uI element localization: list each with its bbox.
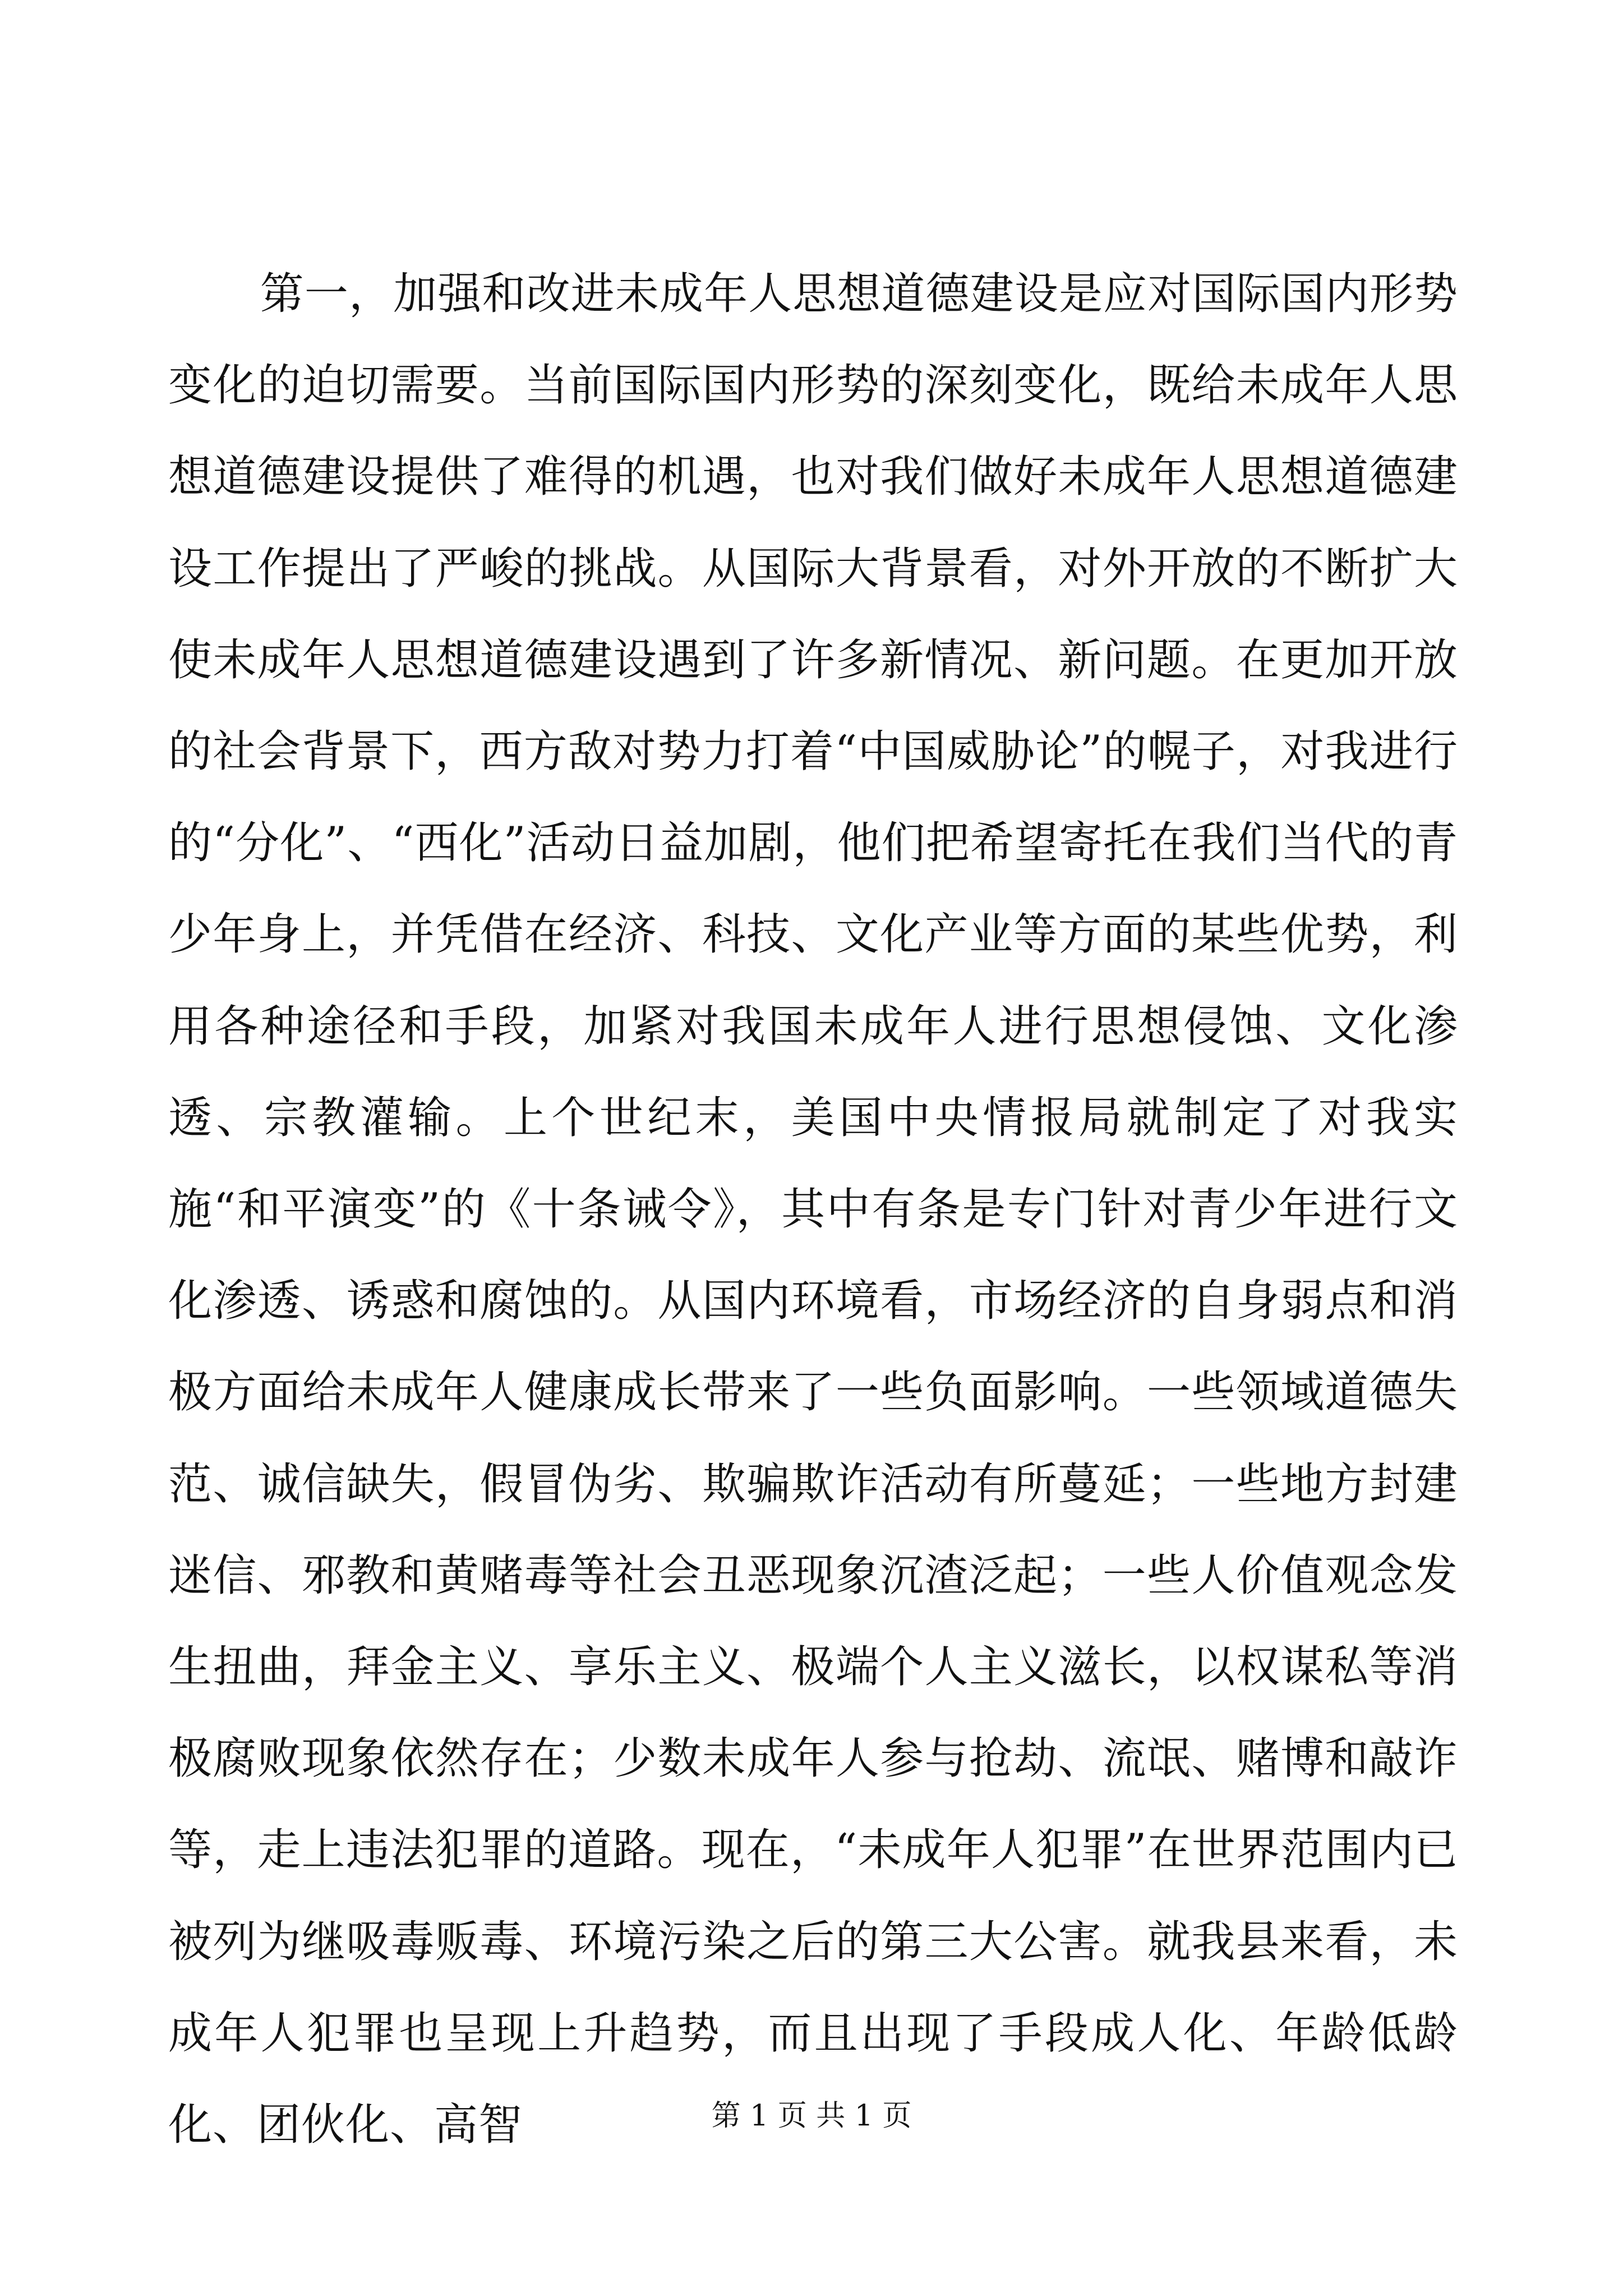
page-footer: 第 1 页 共 1 页: [711, 2099, 912, 2133]
body-paragraph: 第一，加强和改进未成年人思想道德建设是应对国际国内形势变化的迫切需要。当前国际国内形势的深刻变化，既给未成年人思想道德建设提供了难得的机遇，也对我们做好未成年人思想道德建设工作提出了严峻的挑战。从国际大背景看，对外开放的不断扩大使未成年人思想道德建设遇到了许多新情况、新问题。在更加开放的社会背景下，西方敌对势力打着“中国威胁论”的幌子，对我进行的“分化”、“西化”活动日益加剧，他们把希望寄托在我们当代的青少年身上，并凭借在经济、科技、文化产业等方面的某些优势，利用各种途径和手段，加紧对我国未成年人进行思想侵蚀、文化渗透、宗教灌输。上个世纪末，美国中央情报局就制定了对我实施“和平演变”的《十条诫令》，其中有条是专门针对青少年进行文化渗透、诱惑和腐蚀的。从国内环境看，市场经济的自身弱点和消极方面给未成年人健康成长带来了一些负面影响。一些领域道德失范、诚信缺失，假冒伪劣、欺骗欺诈活动有所蔓延；一些地方封建迷信、邪教和黄赌毒等社会丑恶现象沉渣泛起；一些人价值观念发生扭曲，拜金主义、享乐主义、极端个人主义滋长，以权谋私等消极腐败现象依然存在；少数未成年人参与抢劫、流氓、赌博和敲诈等，走上违法犯罪的道路。现在，“未成年人犯罪”在世界范围内已被列为继吸毒贩毒、环境污染之后的第三大公害。就我县来看，未成年人犯罪也呈现上升趋势，而且出现了手段成人化、年龄低龄化、团伙化、高智: [168, 269, 1458, 2151]
